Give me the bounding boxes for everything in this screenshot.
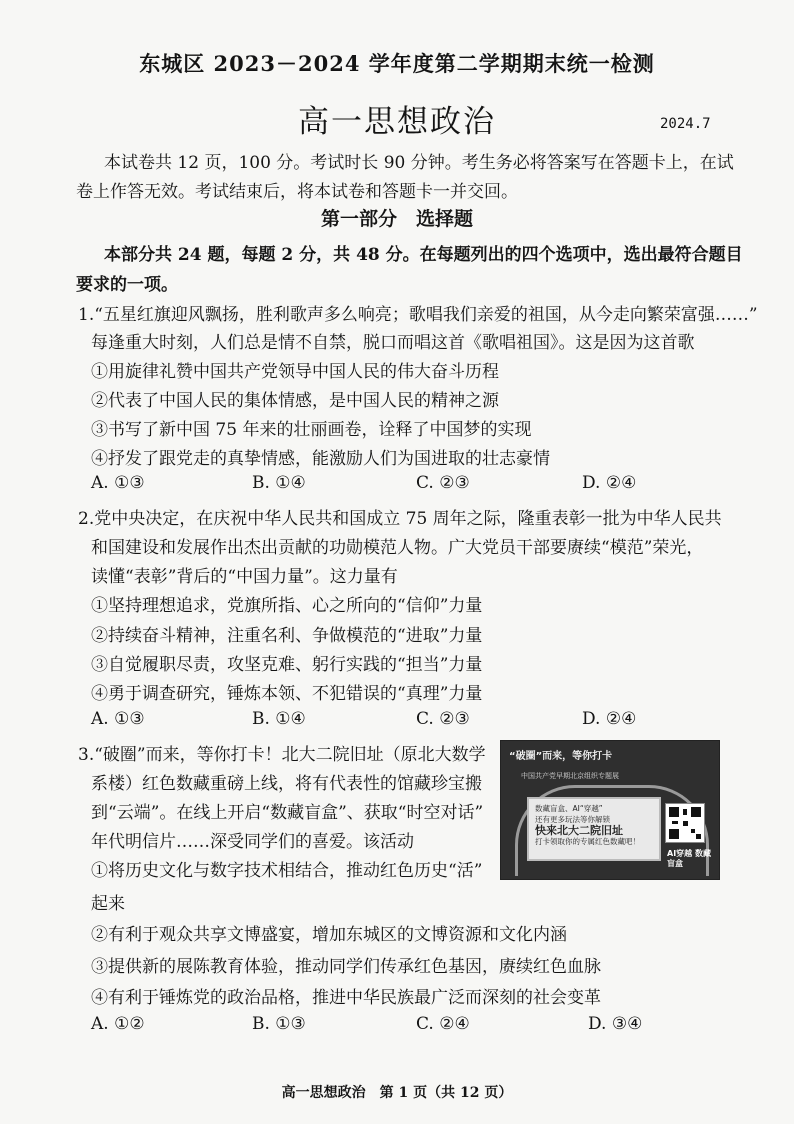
q3-stem-line-2: 系楼）红色数藏重磅上线，将有代表性的馆藏珍宝搬	[91, 774, 482, 794]
q3-statement-4: ④有利于锤炼党的政治品格，推进中华民族最广泛而深刻的社会变革	[91, 988, 601, 1008]
qr-code-icon	[665, 803, 705, 843]
q3-statement-2: ②有利于观众共享文博盛宴，增加东城区的文博资源和文化内涵	[91, 925, 567, 945]
q2-stem-line-3: 读懂“表彰”背后的“中国力量”。这力量有	[91, 567, 398, 587]
q2-statement-4: ④勇于调查研究，锤炼本领、不犯错误的“真理”力量	[91, 684, 483, 704]
q1-statement-1: ①用旋律礼赞中国共产党领导中国人民的伟大奋斗历程	[91, 362, 499, 382]
q1-option-c: C. ②③	[416, 473, 470, 493]
q3-statement-1: ①将历史文化与数字技术相结合，推动红色历史“活”	[91, 861, 483, 881]
section-title: 第一部分 选择题	[320, 208, 473, 230]
page-footer: 高一思想政治 第 1 页（共 12 页）	[281, 1085, 513, 1101]
q2-statement-3: ③自觉履职尽责，攻坚克难、躬行实践的“担当”力量	[91, 655, 483, 675]
q3-statement-3: ③提供新的展陈教育体验，推动同学们传承红色基因，赓续红色血脉	[91, 957, 601, 977]
q1-option-a: A. ①③	[91, 473, 145, 493]
q1-statement-2: ②代表了中国人民的集体情感，是中国人民的精神之源	[91, 391, 499, 411]
q2-option-a: A. ①③	[91, 709, 145, 729]
poster-ai-label: AI穿越 数藏盲盒	[667, 849, 711, 868]
q3-option-d: D. ③④	[588, 1014, 643, 1034]
poster-card-line-1: 数藏盲盒、AI“穿越”	[535, 804, 603, 813]
q2-option-b: B. ①④	[252, 709, 306, 729]
exam-date: 2024.7	[660, 116, 711, 132]
q1-stem-line-1: 1.“五星红旗迎风飘扬，胜利歌声多么响亮；歌唱我们亲爱的祖国，从今走向繁荣富强……”	[78, 305, 758, 325]
q3-option-a: A. ①②	[91, 1014, 145, 1034]
instructions-line-1: 本试卷共 12 页，100 分。考试时长 90 分钟。考生务必将答案写在答题卡上，在试	[104, 153, 734, 173]
subject-title: 高一思想政治	[298, 104, 496, 140]
poster-headline: “破圈”而来，等你打卡	[509, 751, 613, 762]
q3-poster-image	[500, 740, 720, 880]
poster-card-line-2: 还有更多玩法等你解锁	[535, 815, 610, 824]
q1-option-b: B. ①④	[252, 473, 306, 493]
q2-statement-1: ①坚持理想追求，党旗所指、心之所向的“信仰”力量	[91, 596, 483, 616]
q2-stem-line-1: 2.党中央决定，在庆祝中华人民共和国成立 75 周年之际，隆重表彰一批为中华人民共	[78, 509, 722, 529]
poster-card-line-4: 打卡领取你的专属红色数藏吧！	[535, 837, 640, 846]
exam-title: 东城区 2023－2024 学年度第二学期期末统一检测	[139, 51, 655, 76]
poster-card	[527, 797, 661, 861]
q1-option-d: D. ②④	[582, 473, 637, 493]
q2-option-d: D. ②④	[582, 709, 637, 729]
q3-statement-1-cont: 起来	[91, 894, 125, 914]
q2-stem-line-2: 和国建设和发展作出杰出贡献的功勋模范人物。广大党员干部要赓续“模范”荣光，	[91, 538, 704, 558]
poster-card-line-3: 快来北大二院旧址	[535, 824, 623, 837]
q3-stem-line-4: 年代明信片……深受同学们的喜爱。该活动	[91, 832, 414, 852]
q1-statement-3: ③书写了新中国 75 年来的壮丽画卷，诠释了中国梦的实现	[91, 420, 532, 440]
q1-stem-line-2: 每逢重大时刻，人们总是情不自禁，脱口而唱这首《歌唱祖国》。这是因为这首歌	[91, 333, 695, 353]
q2-option-c: C. ②③	[416, 709, 470, 729]
q1-statement-4: ④抒发了跟党走的真挚情感，能激励人们为国进取的壮志豪情	[91, 449, 550, 469]
q3-option-b: B. ①③	[252, 1014, 306, 1034]
section-intro-line-1: 本部分共 24 题，每题 2 分，共 48 分。在每题列出的四个选项中，选出最符合题目	[104, 245, 743, 265]
q3-option-c: C. ②④	[416, 1014, 470, 1034]
q2-statement-2: ②持续奋斗精神，注重名利、争做模范的“进取”力量	[91, 626, 483, 646]
q3-stem-line-3: 到“云端”。在线上开启“数藏盲盒”、获取“时空对话”	[91, 803, 484, 823]
poster-subline: 中国共产党早期北京组织专题展	[521, 772, 619, 780]
section-intro-line-2: 要求的一项。	[76, 275, 178, 295]
q3-stem-line-1: 3.“破圈”而来，等你打卡！北大二院旧址（原北大数学	[78, 745, 486, 765]
instructions-line-2: 卷上作答无效。考试结束后，将本试卷和答题卡一并交回。	[76, 182, 518, 202]
